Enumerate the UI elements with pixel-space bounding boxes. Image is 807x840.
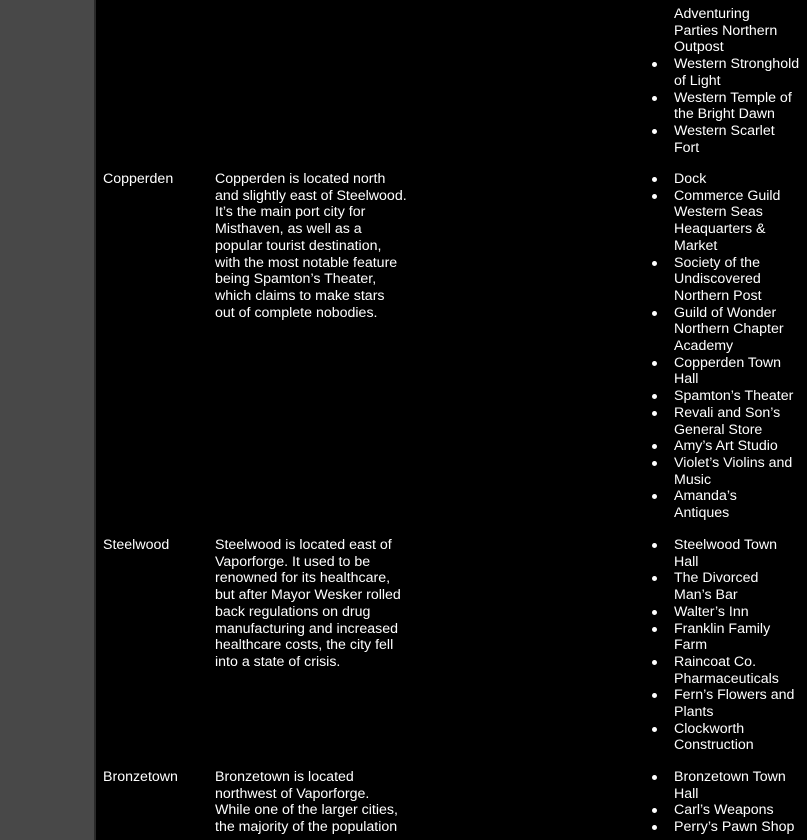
list-item: Western Stronghold of Light (651, 56, 807, 89)
left-gutter (0, 0, 94, 840)
document-page (96, 0, 807, 840)
city-description: Copperden is located north and slightly east of Steelwood. It’s the main port city for Misthaven, as well as a popular tourist destination, with the most notable feature being Spamton’s Theater, which claims to make stars out of complete nobodies. (215, 171, 407, 321)
list-item: Franklin Family Farm (651, 621, 799, 654)
city-description: Bronzetown is located northwest of Vaporforge. While one of the larger cities, the majority of the population (215, 769, 398, 836)
location-list (651, 537, 807, 754)
list-item: Western Scarlet Fort (651, 123, 784, 156)
list-item: Spamton’s Theater (651, 388, 807, 405)
list-item: Walter’s Inn (651, 604, 807, 621)
list-item: Copperden Town Hall (651, 355, 794, 388)
list-item: Revali and Son’s General Store (651, 405, 794, 438)
city-description: Steelwood is located east of Vaporforge. It used to be renowned for its healthcare, but after Mayor Wesker rolled back regulations on drug manufacturing and increased healthcare costs, the city fell into a state of crisis. (215, 537, 401, 670)
list-item: Raincoat Co. Pharmaceuticals (651, 654, 799, 687)
list-item: Western Temple of the Bright Dawn (651, 90, 807, 123)
list-item: Society of the Undiscovered Northern Post (651, 255, 784, 305)
location-list (651, 6, 807, 156)
list-item: Violet’s Violins and Music (651, 455, 807, 488)
list-item: Fern’s Flowers and Plants (651, 687, 807, 720)
list-item: Amy’s Art Studio (651, 438, 807, 455)
city-name: Steelwood (103, 537, 170, 553)
list-item: Dock (651, 171, 807, 188)
list-item: Carl’s Weapons (651, 802, 807, 819)
city-name: Copperden (103, 171, 174, 187)
location-list (651, 769, 807, 836)
city-name: Bronzetown (103, 769, 178, 785)
location-list (651, 171, 807, 522)
list-item: Clockworth Construction (651, 721, 784, 754)
list-item: The Divorced Man’s Bar (651, 570, 784, 603)
list-item: Perry’s Pawn Shop (651, 819, 807, 836)
list-item: Amanda’s Antiques (651, 488, 774, 521)
list-item: Steelwood Town Hall (651, 537, 799, 570)
list-item: Bronzetown Town Hall (651, 769, 799, 802)
list-item: Adventuring Parties Northern Outpost (674, 6, 778, 56)
list-item: Guild of Wonder Northern Chapter Academy (651, 305, 799, 355)
list-item: Commerce Guild Western Seas Heaquarters & Market (651, 188, 789, 255)
